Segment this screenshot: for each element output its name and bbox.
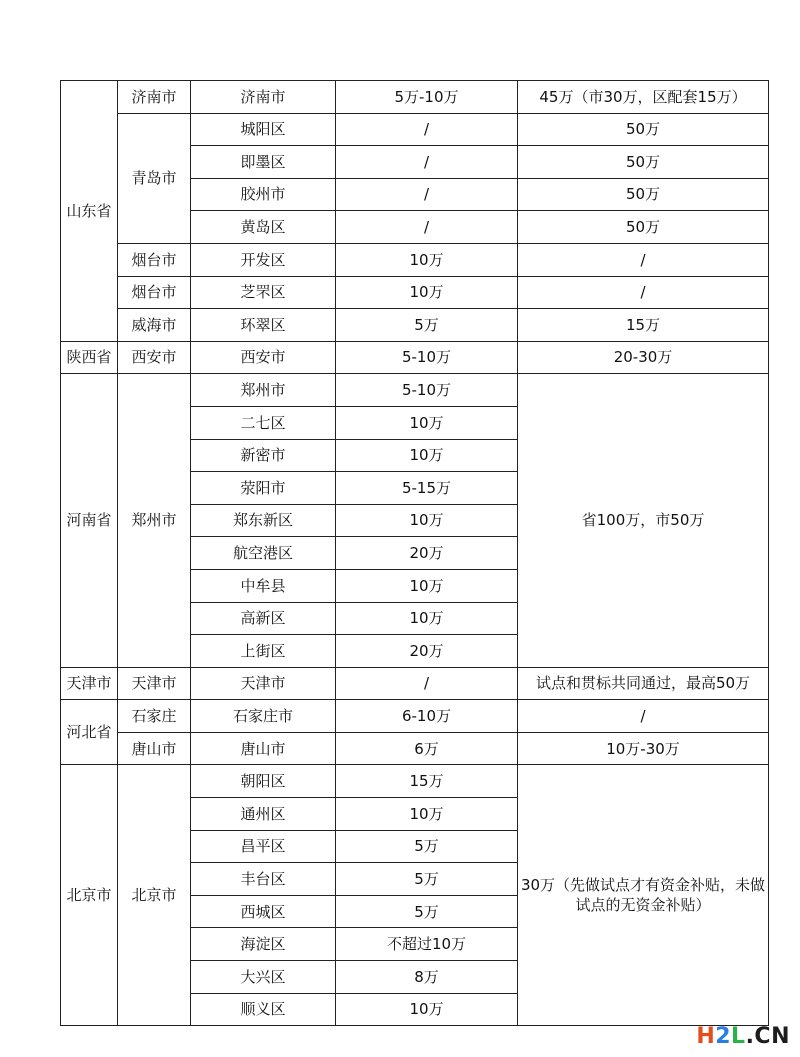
table-row: [61, 81, 769, 114]
city-cell: 济南市: [118, 81, 191, 114]
amount-cell: 10万: [336, 504, 518, 537]
amount-cell: 10万: [336, 439, 518, 472]
note-cell: 15万: [518, 309, 769, 342]
amount-cell: 6-10万: [336, 700, 518, 733]
district-cell: 通州区: [191, 798, 336, 831]
city-cell: 郑州市: [118, 374, 191, 667]
amount-cell: 20万: [336, 635, 518, 668]
district-cell: 昌平区: [191, 830, 336, 863]
city-cell: 西安市: [118, 341, 191, 374]
city-cell: 天津市: [118, 667, 191, 700]
note-cell: 试点和贯标共同通过，最高50万: [518, 667, 769, 700]
district-cell: 中牟县: [191, 569, 336, 602]
district-cell: 开发区: [191, 243, 336, 276]
amount-cell: /: [336, 178, 518, 211]
note-cell: 30万（先做试点才有资金补贴，未做试点的无资金补贴）: [518, 765, 769, 1026]
district-cell: 黄岛区: [191, 211, 336, 244]
watermark-l: L: [731, 1024, 746, 1049]
table-row: [61, 700, 769, 733]
note-cell: 省100万，市50万: [518, 374, 769, 667]
table-row: [61, 374, 769, 407]
amount-cell: /: [336, 113, 518, 146]
amount-cell: 5-10万: [336, 374, 518, 407]
table-row: [61, 113, 769, 146]
amount-cell: 5万: [336, 863, 518, 896]
amount-cell: 10万: [336, 276, 518, 309]
amount-cell: 5万: [336, 895, 518, 928]
note-cell: /: [518, 243, 769, 276]
table-row: [61, 276, 769, 309]
amount-cell: 20万: [336, 537, 518, 570]
amount-cell: 10万: [336, 993, 518, 1026]
city-cell: 烟台市: [118, 243, 191, 276]
note-cell: 50万: [518, 178, 769, 211]
table-row: [61, 243, 769, 276]
note-cell: 20-30万: [518, 341, 769, 374]
district-cell: 西城区: [191, 895, 336, 928]
amount-cell: 5万: [336, 830, 518, 863]
district-cell: 郑州市: [191, 374, 336, 407]
district-cell: 胶州市: [191, 178, 336, 211]
city-cell: 北京市: [118, 765, 191, 1026]
watermark-h: H: [696, 1024, 716, 1049]
district-cell: 朝阳区: [191, 765, 336, 798]
amount-cell: 10万: [336, 602, 518, 635]
province-cell: 河北省: [61, 700, 118, 765]
amount-cell: 8万: [336, 961, 518, 994]
amount-cell: 10万: [336, 798, 518, 831]
district-cell: 丰台区: [191, 863, 336, 896]
province-cell: 陕西省: [61, 341, 118, 374]
table-row: [61, 765, 769, 798]
district-cell: 郑东新区: [191, 504, 336, 537]
table-row: [61, 667, 769, 700]
table-row: [61, 309, 769, 342]
province-cell: 河南省: [61, 374, 118, 667]
district-cell: 航空港区: [191, 537, 336, 570]
table-row: [61, 341, 769, 374]
district-cell: 天津市: [191, 667, 336, 700]
amount-cell: 6万: [336, 732, 518, 765]
amount-cell: /: [336, 667, 518, 700]
amount-cell: 10万: [336, 569, 518, 602]
district-cell: 上街区: [191, 635, 336, 668]
note-cell: 45万（市30万，区配套15万）: [518, 81, 769, 114]
district-cell: 即墨区: [191, 146, 336, 179]
note-cell: 50万: [518, 113, 769, 146]
district-cell: 济南市: [191, 81, 336, 114]
amount-cell: 10万: [336, 243, 518, 276]
city-cell: 烟台市: [118, 276, 191, 309]
note-cell: /: [518, 700, 769, 733]
city-cell: 青岛市: [118, 113, 191, 243]
district-cell: 高新区: [191, 602, 336, 635]
amount-cell: /: [336, 211, 518, 244]
province-cell: 北京市: [61, 765, 118, 1026]
province-cell: 山东省: [61, 81, 118, 342]
district-cell: 环翠区: [191, 309, 336, 342]
amount-cell: 5万-10万: [336, 81, 518, 114]
district-cell: 顺义区: [191, 993, 336, 1026]
site-watermark-logo: [696, 1024, 790, 1049]
district-cell: 荥阳市: [191, 472, 336, 505]
city-cell: 威海市: [118, 309, 191, 342]
amount-cell: 5万: [336, 309, 518, 342]
note-cell: 50万: [518, 146, 769, 179]
district-cell: 石家庄市: [191, 700, 336, 733]
city-cell: 石家庄: [118, 700, 191, 733]
district-cell: 二七区: [191, 406, 336, 439]
watermark-cn: .CN: [745, 1024, 790, 1049]
district-cell: 城阳区: [191, 113, 336, 146]
amount-cell: 5-10万: [336, 341, 518, 374]
district-cell: 唐山市: [191, 732, 336, 765]
watermark-2: 2: [715, 1024, 732, 1049]
city-cell: 唐山市: [118, 732, 191, 765]
amount-cell: 不超过10万: [336, 928, 518, 961]
subsidy-table: [60, 80, 769, 1026]
amount-cell: 15万: [336, 765, 518, 798]
note-cell: 50万: [518, 211, 769, 244]
province-cell: 天津市: [61, 667, 118, 700]
table-row: [61, 732, 769, 765]
district-cell: 芝罘区: [191, 276, 336, 309]
amount-cell: 10万: [336, 406, 518, 439]
note-cell: /: [518, 276, 769, 309]
district-cell: 西安市: [191, 341, 336, 374]
amount-cell: 5-15万: [336, 472, 518, 505]
district-cell: 新密市: [191, 439, 336, 472]
district-cell: 海淀区: [191, 928, 336, 961]
amount-cell: /: [336, 146, 518, 179]
note-cell: 10万-30万: [518, 732, 769, 765]
district-cell: 大兴区: [191, 961, 336, 994]
